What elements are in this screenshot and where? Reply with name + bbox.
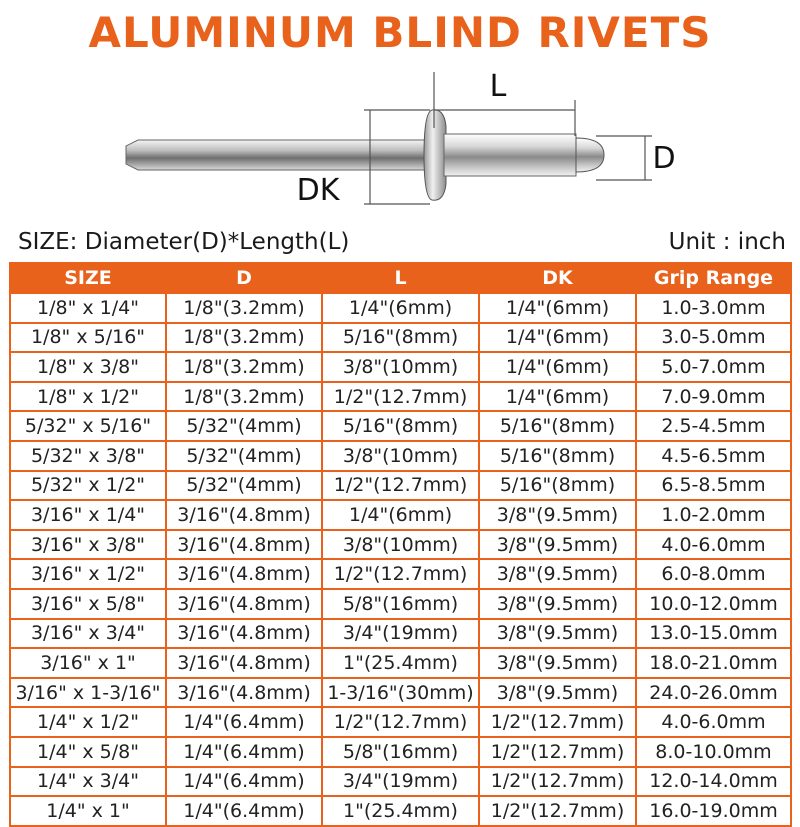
cell-l: 1"(25.4mm) — [322, 796, 479, 826]
table-row — [10, 619, 791, 649]
table-row — [10, 293, 791, 323]
page-title: ALUMINUM BLIND RIVETS — [88, 8, 712, 57]
cell-l: 1/2"(12.7mm) — [322, 707, 479, 737]
cell-d: 1/8"(3.2mm) — [166, 293, 322, 323]
table-row — [10, 737, 791, 767]
cell-l: 1/4"(6mm) — [322, 500, 479, 530]
table-row — [10, 500, 791, 530]
cell-d: 1/4"(6.4mm) — [166, 796, 322, 826]
cell-grip-range: 13.0-15.0mm — [636, 619, 791, 649]
cell-d: 1/4"(6.4mm) — [166, 707, 322, 737]
cell-l: 3/8"(10mm) — [322, 352, 479, 382]
cell-dk: 1/4"(6mm) — [479, 382, 636, 412]
cell-size: 3/16" x 5/8" — [10, 589, 166, 619]
cell-dk: 3/8"(9.5mm) — [479, 559, 636, 589]
cell-grip-range: 5.0-7.0mm — [636, 352, 791, 382]
cell-l: 3/4"(19mm) — [322, 767, 479, 797]
cell-d: 1/4"(6.4mm) — [166, 737, 322, 767]
cell-size: 1/4" x 1" — [10, 796, 166, 826]
cell-size: 1/8" x 5/16" — [10, 323, 166, 353]
cell-grip-range: 6.5-8.5mm — [636, 471, 791, 501]
dimension-label-d: D — [652, 141, 676, 176]
cell-grip-range: 4.5-6.5mm — [636, 441, 791, 471]
spec-table — [9, 262, 792, 827]
cell-d: 3/16"(4.8mm) — [166, 589, 322, 619]
unit-caption: Unit : inch — [668, 229, 786, 255]
cell-dk: 3/8"(9.5mm) — [479, 619, 636, 649]
cell-l: 1-3/16"(30mm) — [322, 678, 479, 708]
cell-size: 3/16" x 3/4" — [10, 619, 166, 649]
table-body — [10, 293, 791, 826]
cell-size: 5/32" x 1/2" — [10, 471, 166, 501]
cell-dk: 1/2"(12.7mm) — [479, 707, 636, 737]
cell-size: 3/16" x 1/4" — [10, 500, 166, 530]
cell-size: 1/4" x 5/8" — [10, 737, 166, 767]
cell-size: 5/32" x 5/16" — [10, 411, 166, 441]
cell-grip-range: 1.0-3.0mm — [636, 293, 791, 323]
cell-l: 5/16"(8mm) — [322, 323, 479, 353]
cell-grip-range: 6.0-8.0mm — [636, 559, 791, 589]
table-row — [10, 678, 791, 708]
cell-dk: 3/8"(9.5mm) — [479, 648, 636, 678]
cell-grip-range: 24.0-26.0mm — [636, 678, 791, 708]
cell-grip-range: 1.0-2.0mm — [636, 500, 791, 530]
rivet-diagram — [0, 64, 800, 234]
cell-size: 1/8" x 3/8" — [10, 352, 166, 382]
cell-grip-range: 3.0-5.0mm — [636, 323, 791, 353]
table-row — [10, 352, 791, 382]
cell-size: 1/4" x 1/2" — [10, 707, 166, 737]
header-d: D — [166, 263, 322, 293]
cell-dk: 3/8"(9.5mm) — [479, 500, 636, 530]
cell-d: 5/32"(4mm) — [166, 411, 322, 441]
dimension-label-l: L — [489, 69, 507, 104]
cell-grip-range: 10.0-12.0mm — [636, 589, 791, 619]
cell-d: 1/8"(3.2mm) — [166, 352, 322, 382]
cell-dk: 3/8"(9.5mm) — [479, 530, 636, 560]
cell-l: 3/4"(19mm) — [322, 619, 479, 649]
cell-l: 1/2"(12.7mm) — [322, 559, 479, 589]
cell-d: 1/8"(3.2mm) — [166, 382, 322, 412]
cell-d: 3/16"(4.8mm) — [166, 678, 322, 708]
cell-size: 1/8" x 1/4" — [10, 293, 166, 323]
cell-d: 5/32"(4mm) — [166, 471, 322, 501]
cell-l: 5/16"(8mm) — [322, 411, 479, 441]
cell-d: 5/32"(4mm) — [166, 441, 322, 471]
cell-grip-range: 7.0-9.0mm — [636, 382, 791, 412]
table-header-row — [10, 263, 791, 293]
mandrel-tip-shape — [576, 138, 604, 172]
cell-grip-range: 2.5-4.5mm — [636, 411, 791, 441]
table-row — [10, 471, 791, 501]
cell-l: 3/8"(10mm) — [322, 441, 479, 471]
cell-dk: 3/8"(9.5mm) — [479, 589, 636, 619]
cell-dk: 1/4"(6mm) — [479, 293, 636, 323]
cell-size: 5/32" x 3/8" — [10, 441, 166, 471]
cell-dk: 5/16"(8mm) — [479, 411, 636, 441]
cell-size: 3/16" x 1-3/16" — [10, 678, 166, 708]
cell-size: 1/4" x 3/4" — [10, 767, 166, 797]
cell-d: 3/16"(4.8mm) — [166, 648, 322, 678]
table-row — [10, 767, 791, 797]
cell-l: 1/2"(12.7mm) — [322, 471, 479, 501]
table-row — [10, 382, 791, 412]
cell-l: 1/2"(12.7mm) — [322, 382, 479, 412]
cell-grip-range: 18.0-21.0mm — [636, 648, 791, 678]
table-row — [10, 796, 791, 826]
header-l: L — [322, 263, 479, 293]
table-row — [10, 323, 791, 353]
cell-l: 3/8"(10mm) — [322, 530, 479, 560]
table-row — [10, 441, 791, 471]
mandrel-shape — [126, 140, 432, 170]
cell-dk: 1/4"(6mm) — [479, 352, 636, 382]
cell-dk: 5/16"(8mm) — [479, 471, 636, 501]
cell-d: 3/16"(4.8mm) — [166, 559, 322, 589]
cell-dk: 5/16"(8mm) — [479, 441, 636, 471]
table-row — [10, 648, 791, 678]
header-size: SIZE — [10, 263, 166, 293]
cell-dk: 1/4"(6mm) — [479, 323, 636, 353]
cell-dk: 1/2"(12.7mm) — [479, 737, 636, 767]
cell-grip-range: 4.0-6.0mm — [636, 707, 791, 737]
cell-size: 3/16" x 1/2" — [10, 559, 166, 589]
table-row — [10, 411, 791, 441]
size-caption: SIZE: Diameter(D)*Length(L) — [18, 229, 350, 255]
cell-d: 3/16"(4.8mm) — [166, 530, 322, 560]
dimension-label-dk: DK — [296, 173, 340, 208]
cell-grip-range: 8.0-10.0mm — [636, 737, 791, 767]
cell-d: 3/16"(4.8mm) — [166, 619, 322, 649]
cell-grip-range: 12.0-14.0mm — [636, 767, 791, 797]
cell-d: 1/4"(6.4mm) — [166, 767, 322, 797]
cell-grip-range: 4.0-6.0mm — [636, 530, 791, 560]
cell-l: 1/4"(6mm) — [322, 293, 479, 323]
cell-dk: 3/8"(9.5mm) — [479, 678, 636, 708]
table-row — [10, 707, 791, 737]
table-row — [10, 530, 791, 560]
cell-dk: 1/2"(12.7mm) — [479, 767, 636, 797]
cell-size: 3/16" x 1" — [10, 648, 166, 678]
rivet-body-shape — [444, 134, 576, 176]
header-dk: DK — [479, 263, 636, 293]
header-grip-range: Grip Range — [636, 263, 791, 293]
rivet-head-shape — [424, 110, 446, 200]
cell-grip-range: 16.0-19.0mm — [636, 796, 791, 826]
cell-dk: 1/2"(12.7mm) — [479, 796, 636, 826]
cell-l: 1"(25.4mm) — [322, 648, 479, 678]
table-row — [10, 589, 791, 619]
cell-d: 3/16"(4.8mm) — [166, 500, 322, 530]
cell-size: 3/16" x 3/8" — [10, 530, 166, 560]
table-row — [10, 559, 791, 589]
cell-d: 1/8"(3.2mm) — [166, 323, 322, 353]
cell-size: 1/8" x 1/2" — [10, 382, 166, 412]
cell-l: 5/8"(16mm) — [322, 737, 479, 767]
cell-l: 5/8"(16mm) — [322, 589, 479, 619]
